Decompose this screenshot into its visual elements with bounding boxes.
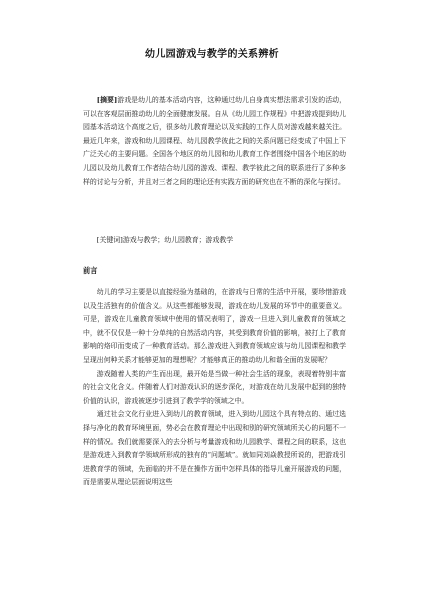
paper-title: 幼儿园游戏与教学的关系辨析 <box>145 49 279 60</box>
abstract-label: [摘要] <box>96 96 118 104</box>
section-title-preface: 前言 <box>83 266 98 275</box>
keywords-label: [关键词] <box>96 236 123 244</box>
body-paragraph: 幼儿的学习主要是以直接经验为基础的，在游戏与日常的生活中开展，要珍惜游戏以及生活独有的价值含义。从这些都能够发现，游戏在幼儿发展的环节中的重要意义。可是，游戏在儿童教育领域中使用的情况表明了，游戏一旦进入到儿童教育的领域之中，就不仅仅是一种十分单纯的自然活动内容，其受到教育价值的影响，被打上了教育影响的烙印而变成了一种教育活动。那么游戏进入到教育领域应该与幼儿园课程和教学呈现出何种关系才能够更加的理想呢？才能够真正的推动幼儿和谐全面的发展呢？ <box>83 288 346 364</box>
keywords-block <box>83 234 346 248</box>
body-paragraph: 游戏随着人类的产生而出现，最开始是当做一种社会生活的现象，表现着特别丰富的社会文化含义。伴随着人们对游戏认识的逐步深化，对游戏在幼儿发展中起到的独特价值的认识，游戏被逐步引进到了教学学的领域之中。 <box>83 369 346 405</box>
body-paragraph: 通过社会文化行业进入到幼儿的教育领域，进入到幼儿园这个具有特点的、通过选择与净化的教育环境里面，势必会在教育理论中出现和别的研究领域所关心的问题不一样的情况。我们就需要深入的去分析与考量游戏和幼儿园教学、课程之间的联系，这也是游戏进入到教育学领域所形成的独有的“问题域”。就如同刘焱教授所说的，把游戏引进教育学的领域，先面临的并不是在操作方面中怎样具体的指导儿童开展游戏的问题，而是需要从理论层面说明这些 <box>83 410 346 487</box>
body-text-block <box>83 286 346 490</box>
keywords-text: 游戏与教学；幼儿园教育；游戏教学 <box>122 236 234 244</box>
keywords-paragraph <box>83 234 346 248</box>
abstract-block <box>83 94 346 189</box>
abstract-text: 游戏是幼儿的基本活动内容，这种通过幼儿自身真实想法需求引发的活动，可以在客观层面推动幼儿的全面健康发展。自从《幼儿园工作规程》中把游戏提到幼儿园基本活动这个高度之后，很多幼儿教育理论以及实践的工作人员对游戏越来越关注。最近几年来，游戏和幼儿园课程、幼儿园教学彼此之间的关系问题已经变成了中国上下广泛关心的主要问题。全国各个地区的幼儿园和幼儿教育工作者围绕中国各个地区的幼儿园以及幼儿教育工作者结合幼儿园的游戏、课程、教学彼此之间的联系进行了多种多样的讨论与分析，并且对三者之间的理论还有实践方面的研究也在不断的深化与探讨。 <box>83 96 346 186</box>
abstract-paragraph <box>83 94 346 189</box>
